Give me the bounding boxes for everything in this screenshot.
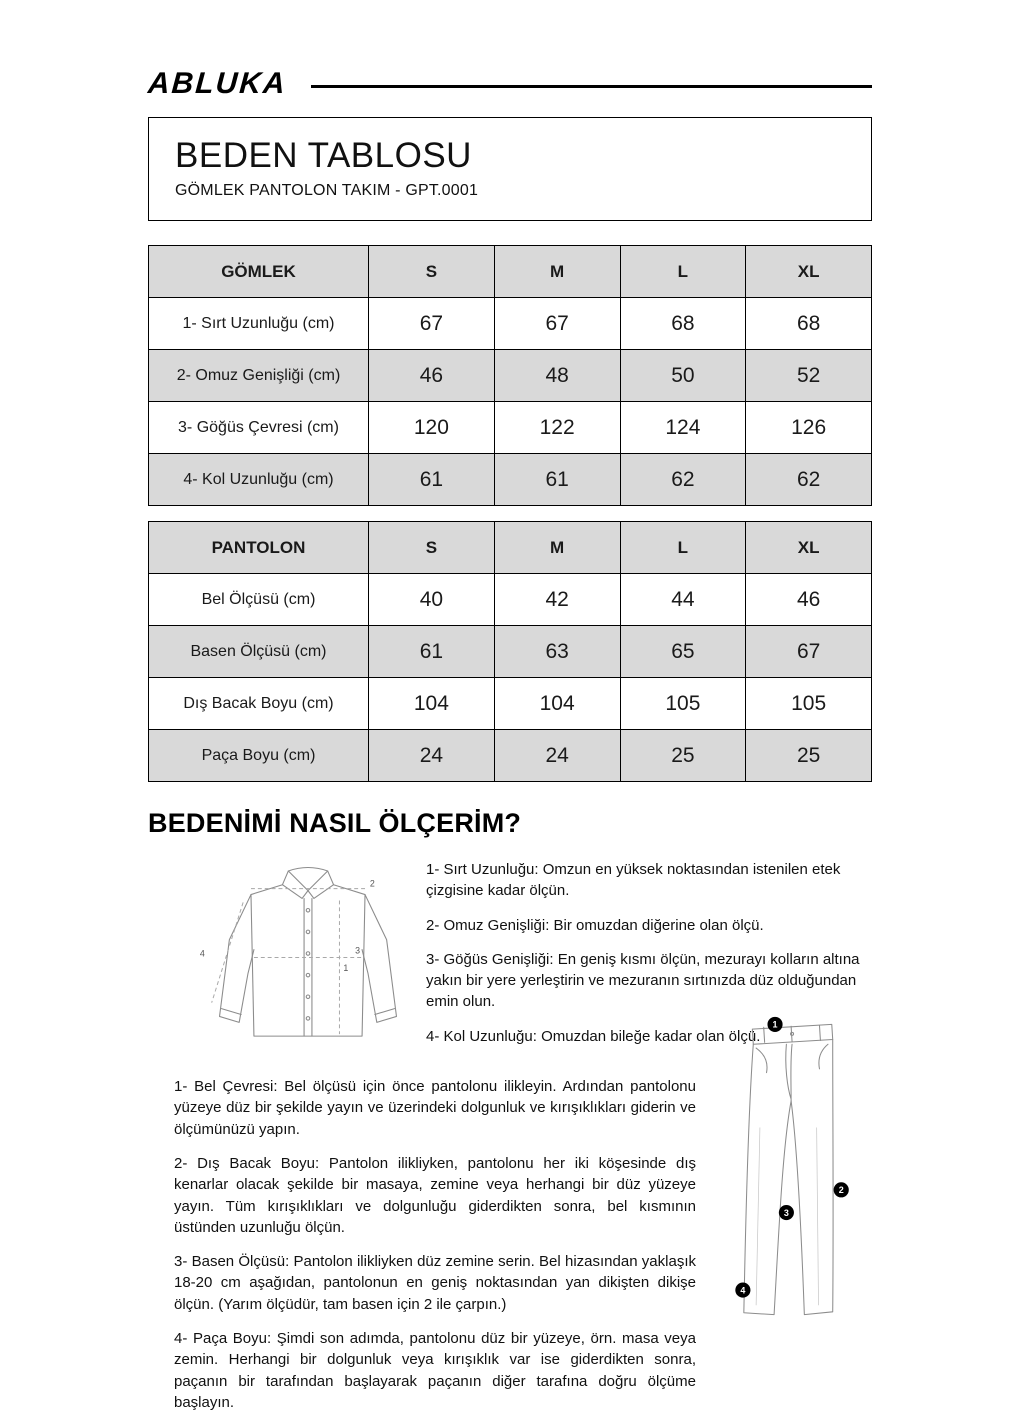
table-header-row <box>149 522 872 574</box>
pants-left-leg <box>744 1044 791 1314</box>
row-label: 4- Kol Uzunluğu (cm) <box>149 454 369 506</box>
col-header-xl: XL <box>746 522 872 574</box>
cell-value: 124 <box>620 402 746 454</box>
shirt-note-2: 2- Omuz Genişliği: Bir omuzdan diğerine olan ölçü. <box>426 916 764 934</box>
row-label: 3- Göğüs Çevresi (cm) <box>149 402 369 454</box>
shirt-sleeve-left <box>220 895 254 1023</box>
shirt-collar-right <box>308 871 334 899</box>
shirt-sleeve-right <box>362 895 396 1023</box>
cell-value: 126 <box>746 402 872 454</box>
cell-value: 68 <box>746 298 872 350</box>
shirt-marker-4: 4 <box>199 948 205 959</box>
svg-text:4: 4 <box>740 1285 746 1296</box>
cell-value: 104 <box>494 678 620 730</box>
cell-value: 40 <box>369 574 495 626</box>
cell-value: 67 <box>494 298 620 350</box>
cell-value: 42 <box>494 574 620 626</box>
cell-value: 61 <box>494 454 620 506</box>
cell-value: 68 <box>620 298 746 350</box>
row-label: Paça Boyu (cm) <box>149 730 369 782</box>
row-label: 1- Sırt Uzunluğu (cm) <box>149 298 369 350</box>
cell-value: 24 <box>369 730 495 782</box>
shirt-button <box>306 909 310 913</box>
shirt-note-1: 1- Sırt Uzunluğu: Omzun en yüksek noktasından istenilen etek çizgisine kadar ölçün. <box>426 861 841 900</box>
pants-figure <box>722 1014 872 1374</box>
cell-value: 62 <box>620 454 746 506</box>
col-header-s: S <box>369 522 495 574</box>
shirt-placket <box>304 898 312 1036</box>
shirt-button <box>306 973 310 977</box>
table-header-row <box>149 246 872 298</box>
cell-value: 67 <box>746 626 872 678</box>
shirt-size-table <box>148 245 872 506</box>
cell-value: 63 <box>494 626 620 678</box>
cell-value: 62 <box>746 454 872 506</box>
pants-marker-1 <box>767 1017 782 1032</box>
pants-marker-2 <box>834 1182 849 1197</box>
table-row <box>149 350 872 402</box>
col-header-l: L <box>620 246 746 298</box>
table-row <box>149 454 872 506</box>
row-label: 2- Omuz Genişliği (cm) <box>149 350 369 402</box>
cell-value: 52 <box>746 350 872 402</box>
shirt-collar-left <box>282 871 308 899</box>
cell-value: 48 <box>494 350 620 402</box>
size-chart-page <box>148 0 872 1426</box>
cell-value: 120 <box>369 402 495 454</box>
cell-value: 122 <box>494 402 620 454</box>
shirt-note-3: 3- Göğüs Genişliği: En geniş kısmı ölçün, mezurayı kolların altına yakın bir yere yerleştirin ve mezuranın sırtınızda düz olduğundan emin olun. <box>426 950 860 1011</box>
shirt-marker-1: 1 <box>343 963 349 974</box>
page-subtitle: GÖMLEK PANTOLON TAKIM - GPT.0001 <box>175 182 479 199</box>
svg-text:3: 3 <box>783 1207 789 1218</box>
cell-value: 46 <box>746 574 872 626</box>
cell-value: 105 <box>746 678 872 730</box>
cell-value: 25 <box>746 730 872 782</box>
shirt-button <box>306 1017 310 1021</box>
shirt-button <box>306 995 310 999</box>
pants-fly <box>786 1044 792 1101</box>
shirt-cuffs <box>221 1009 394 1015</box>
col-header-m: M <box>494 246 620 298</box>
pants-marker-4 <box>735 1283 750 1298</box>
pants-size-table <box>148 521 872 782</box>
row-label: Bel Ölçüsü (cm) <box>149 574 369 626</box>
title-box <box>148 117 872 221</box>
row-label: Dış Bacak Boyu (cm) <box>149 678 369 730</box>
col-header-xl: XL <box>746 246 872 298</box>
shirt-note-4: 4- Kol Uzunluğu: Omuzdan bileğe kadar olan ölçü. <box>426 1027 761 1045</box>
table-row <box>149 574 872 626</box>
table-row <box>149 730 872 782</box>
shirt-marker-2: 2 <box>369 878 375 889</box>
cell-value: 67 <box>369 298 495 350</box>
svg-text:1: 1 <box>772 1019 778 1030</box>
table-row <box>149 626 872 678</box>
cell-value: 61 <box>369 626 495 678</box>
cell-value: 104 <box>369 678 495 730</box>
table-title: GÖMLEK <box>149 246 369 298</box>
cell-value: 50 <box>620 350 746 402</box>
pants-note-1: 1- Bel Çevresi: Bel ölçüsü için önce pantolonu ilikleyin. Ardından pantolonu yüzeye düz bir şekilde yayın ve üzerindeki dolgunluk ve kırışıklıkları giderin ve ölçümünüzü yapın. <box>174 1078 696 1138</box>
table-title: PANTOLON <box>149 522 369 574</box>
brand-row <box>148 68 872 100</box>
col-header-s: S <box>369 246 495 298</box>
brand-logo: ABLUKA <box>146 67 288 100</box>
cell-value: 46 <box>369 350 495 402</box>
pants-note-3: 3- Basen Ölçüsü: Pantolon ilikliyken düz zemine serin. Bel hizasından yaklaşık 18-20 cm aşağıdan, pantolonun en geniş noktasından yan dikişten dikişe ölçün. (Yarım ölçüdür, tam basen için 2 ile çarpın.) <box>174 1253 696 1313</box>
cell-value: 44 <box>620 574 746 626</box>
header-rule <box>311 85 872 88</box>
pants-right-leg <box>791 1040 833 1315</box>
table-row <box>149 298 872 350</box>
shirt-figure <box>148 851 426 1060</box>
cell-value: 65 <box>620 626 746 678</box>
shirt-shoulders <box>251 885 365 895</box>
cell-value: 105 <box>620 678 746 730</box>
pants-illustration <box>722 1014 864 1326</box>
pants-note-2: 2- Dış Bacak Boyu: Pantolon ilikliyken, pantolonu her iki köşesinde dış kenarlar olacak şekilde bir masaya, zemine veya herhangi bir düz yüzeye yayın. Tüm kırışıklıkları ve dolgunluğu giderdikten sonra, bel kısmının üstünden uzunluğu ölçün. <box>174 1154 696 1236</box>
cell-value: 25 <box>620 730 746 782</box>
page-title: BEDEN TABLOSU <box>175 136 472 175</box>
cell-value: 24 <box>494 730 620 782</box>
table-row <box>149 402 872 454</box>
shirt-illustration <box>192 855 424 1056</box>
shirt-button <box>306 930 310 934</box>
shirt-marker-3: 3 <box>355 945 361 956</box>
svg-text:2: 2 <box>838 1185 844 1196</box>
col-header-l: L <box>620 522 746 574</box>
pants-marker-3 <box>779 1205 794 1220</box>
table-row <box>149 678 872 730</box>
pants-note-4: 4- Paça Boyu: Şimdi son adımda, pantolonu düz bir yüzeye, örn. masa veya zemin. Herhangi bir dolgunluk veya kırışıklık var ise giderdikten sonra, paçanın bir tarafından başlayarak paçanın diğer tarafına doğru ölçüme başlayın. <box>174 1330 696 1411</box>
guide-heading: BEDENİMİ NASIL ÖLÇERİM? <box>148 808 522 838</box>
shirt-neckline <box>288 868 327 871</box>
row-label: Basen Ölçüsü (cm) <box>149 626 369 678</box>
col-header-m: M <box>494 522 620 574</box>
cell-value: 61 <box>369 454 495 506</box>
shirt-button <box>306 952 310 956</box>
pants-notes <box>148 1066 722 1426</box>
